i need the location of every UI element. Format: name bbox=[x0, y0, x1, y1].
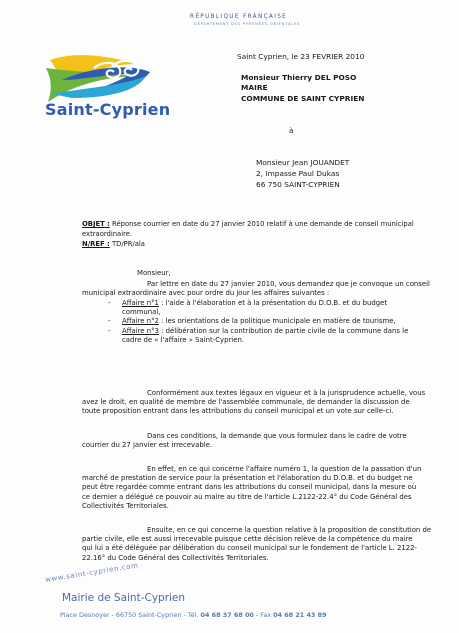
paragraph-3 bbox=[82, 432, 407, 450]
affaire-cont: cadre de « l'affaire » Saint-Cyprien. bbox=[122, 335, 245, 344]
footer-fax: 04 68 21 43 89 bbox=[273, 611, 327, 619]
affaire-text: : l'aide à l'élaboration et à la présentation du D.O.B. et du budget bbox=[158, 299, 388, 307]
paragraph-line: 22.16° du Code Général des Collectivités Territoriales. bbox=[82, 553, 269, 562]
paragraph-line: Ensuite, en ce qui concerne la question relative à la proposition de constitution de bbox=[147, 526, 432, 534]
list-item bbox=[108, 317, 438, 326]
place-date: Saint Cyprien, le 23 FEVRIER 2010 bbox=[237, 52, 365, 61]
sender-commune: COMMUNE DE SAINT CYPRIEN bbox=[241, 94, 365, 103]
affaire-text: : les orientations de la politique municipale en matière de tourisme, bbox=[158, 317, 396, 326]
list-item bbox=[108, 299, 438, 317]
paragraph-line: peut être regardée comme entrant dans les attributions du conseil municipal, dans la mesure où bbox=[82, 483, 417, 492]
logo-wordmark: Saint-Cyprien bbox=[45, 100, 171, 119]
affaire-cont: communal, bbox=[122, 308, 161, 317]
ref-line bbox=[82, 240, 145, 250]
paragraph-line: Conformément aux textes légaux en vigueur et à la jurisprudence actuelle, vous bbox=[147, 389, 426, 397]
recipient-street: 2, Impasse Paul Dukas bbox=[256, 169, 340, 178]
recipient-name: Monsieur Jean JOUANDET bbox=[256, 158, 350, 167]
footer-mairie: Mairie de Saint-Cyprien bbox=[62, 592, 186, 604]
objet-line bbox=[82, 220, 414, 230]
paragraph-line: marché de prestation de service pour la présentation et l'élaboration du D.O.B. et du budget ne bbox=[82, 474, 413, 483]
paragraph-line: courrier du 27 janvier est irrecevable. bbox=[82, 441, 213, 450]
objet-label: OBJET : bbox=[82, 220, 110, 228]
paragraph-2 bbox=[82, 389, 425, 417]
recipient-city: 66 750 SAINT-CYPRIEN bbox=[256, 180, 340, 189]
paragraph-line: avez le droit, en qualité de membre de l'assemblée communale, de demander la discussion de bbox=[82, 398, 410, 407]
footer-address-text: Place Desnoyer - 66750 Saint-Cyprien - Tél. bbox=[60, 611, 199, 619]
affaire-text: : délibération sur la contribution de partie civile de la commune dans le bbox=[158, 326, 409, 335]
paragraph-5 bbox=[82, 526, 431, 563]
a-word: à bbox=[289, 126, 294, 135]
departement-header: DÉPARTEMENT DES PYRÉNÉES-ORIENTALES bbox=[194, 22, 301, 26]
affaire-label: Affaire n°1 bbox=[122, 299, 159, 307]
paragraph-line: ce dernier a délégué ce pouvoir au maire au titre de l'article L.2122-22.4° du Code Général des bbox=[82, 492, 412, 501]
objet-text-cont: extraordinaire. bbox=[82, 230, 133, 238]
republique-header: RÉPUBLIQUE FRANÇAISE bbox=[190, 14, 288, 20]
list-item bbox=[108, 327, 438, 345]
affaires-list bbox=[108, 299, 438, 345]
footer-website: www.saint-cyprien.com bbox=[44, 561, 139, 584]
paragraph-1 bbox=[82, 280, 430, 298]
footer-fax-label: - Fax bbox=[253, 611, 272, 619]
paragraph-line: qui lui a été déléguée par délibération du conseil municipal sur le fondement de l'article L. 2122- bbox=[82, 544, 418, 553]
objet-text: Réponse courrier en date du 27 janvier 2010 relatif à une demande de conseil municipal bbox=[112, 220, 414, 228]
paragraph-line: Par lettre en date du 27 janvier 2010, vous demandez que je convoque un conseil bbox=[147, 280, 430, 288]
ref-value: TD/PR/ala bbox=[111, 240, 145, 248]
sender-name: Monsieur Thierry DEL POSO bbox=[241, 73, 357, 82]
paragraph-line: toute proposition entrant dans les attributions du conseil municipal et un vote sur celle-ci. bbox=[82, 407, 394, 416]
footer-tel: 04 68 37 68 00 bbox=[200, 611, 254, 619]
ref-label: N/REF : bbox=[82, 240, 110, 248]
affaire-label: Affaire n°2 bbox=[122, 317, 159, 326]
paragraph-line: Collectivités Territoriales. bbox=[82, 501, 169, 510]
sender-title: MAIRE bbox=[241, 83, 268, 92]
salutation: Monsieur, bbox=[137, 269, 171, 277]
paragraph-4 bbox=[82, 465, 421, 511]
paragraph-line: Dans ces conditions, la demande que vous formulez dans le cadre de votre bbox=[147, 432, 407, 440]
footer-address bbox=[60, 611, 326, 619]
paragraph-line: partie civile, elle est aussi irrecevable puisque cette décision relève de la compétence du maire bbox=[82, 535, 413, 544]
paragraph-line: municipal extraordinaire avec pour ordre du jour les affaires suivantes : bbox=[82, 289, 330, 298]
affaire-label: Affaire n°3 bbox=[122, 326, 159, 335]
paragraph-line: En effet, en ce qui concerne l'affaire numéro 1, la question de la passation d'un bbox=[147, 465, 422, 473]
